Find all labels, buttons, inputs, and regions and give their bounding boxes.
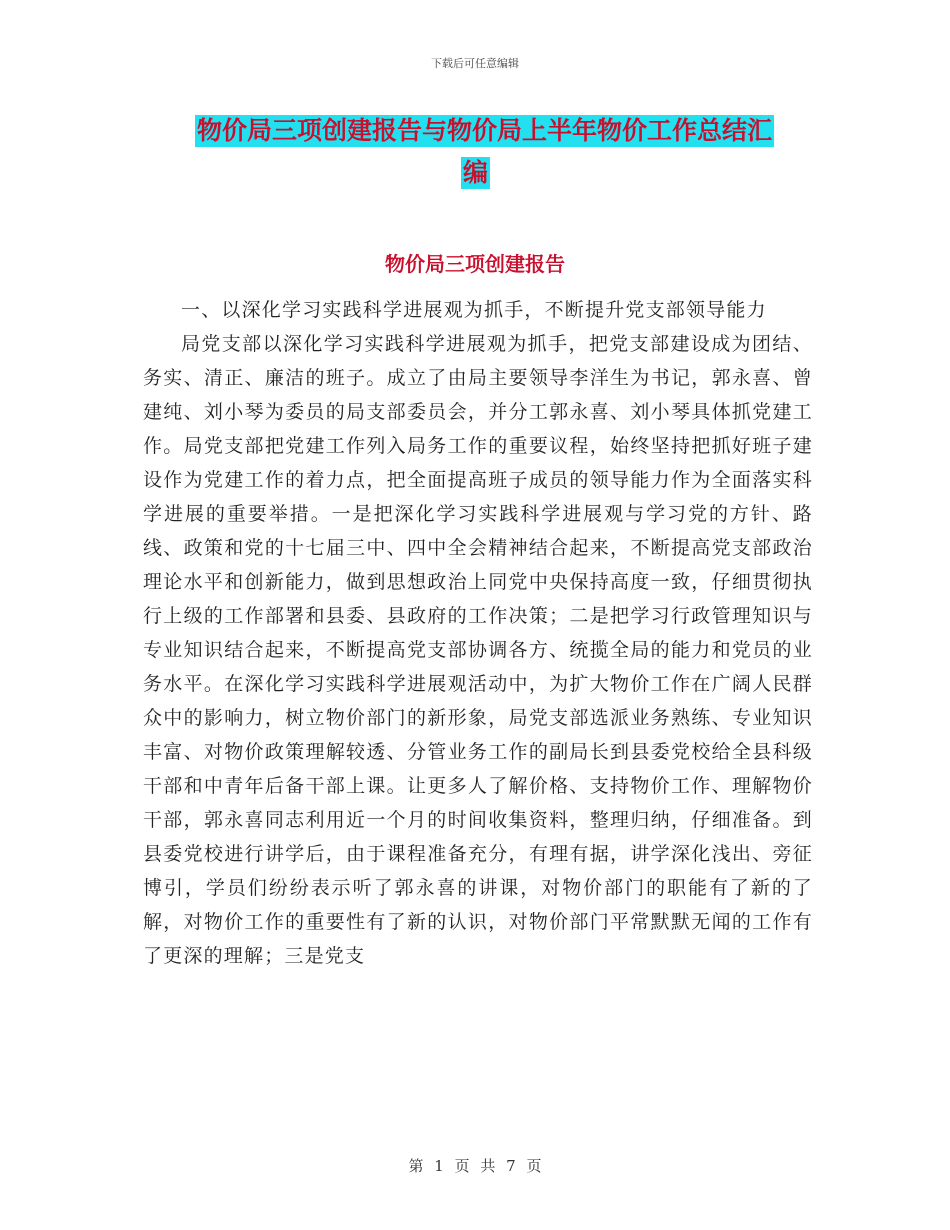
document-title-line-1: 物价局三项创建报告与物价局上半年物价工作总结汇 [197,116,773,145]
header-note: 下载后可任意编辑 [431,57,519,70]
section-heading: 物价局三项创建报告 [385,252,565,276]
document-title-line-2: 编 [463,158,489,187]
paragraph-body: 局党支部以深化学习实践科学进展观为抓手，把党支部建设成为团结、务实、清正、廉洁的班子。成立了由局主要领导李洋生为书记，郭永喜、曾建纯、刘小琴为委员的局支部委员会，并分工郭永喜、刘小琴具体抓党建工作。局党支部把党建工作列入局务工作的重要议程，始终坚持把抓好班子建设作为党建工作的着力点，把全面提高班子成员的领导能力作为全面落实科学进展的重要举措。一是把深化学习实践科学进展观与学习党的方针、路线、政策和党的十七届三中、四中全会精神结合起来，不断提高党支部政治理论水平和创新能力，做到思想政治上同党中央保持高度一致，仔细贯彻执行上级的工作部署和县委、县政府的工作决策；二是把学习行政管理知识与专业知识结合起来，不断提高党支部协调各方、统揽全局的能力和党员的业务水平。在深化学习实践科学进展观活动中，为扩大物价工作在广阔人民群众中的影响力，树立物价部门的新形象，局党支部选派业务熟练、专业知识丰富、对物价政策理解较透、分管业务工作的副局长到县委党校给全县科级干部和中青年后备干部上课。让更多人了解价格、支持物价工作、理解物价干部，郭永喜同志利用近一个月的时间收集资料，整理归纳，仔细准备。到县委党校进行讲学后，由于课程准备充分，有理有据，讲学深化浅出、旁征博引，学员们纷纷表示听了郭永喜的讲课，对物价部门的职能有了新的了解，对物价工作的重要性有了新的认识，对物价部门平常默默无闻的工作有了更深的理解；三是党支 [143,333,813,967]
paragraph-heading-one: 一、以深化学习实践科学进展观为抓手，不断提升党支部领导能力 [181,299,767,321]
document-body [143,293,813,973]
page-footer: 第 1 页 共 7 页 [408,1157,542,1175]
